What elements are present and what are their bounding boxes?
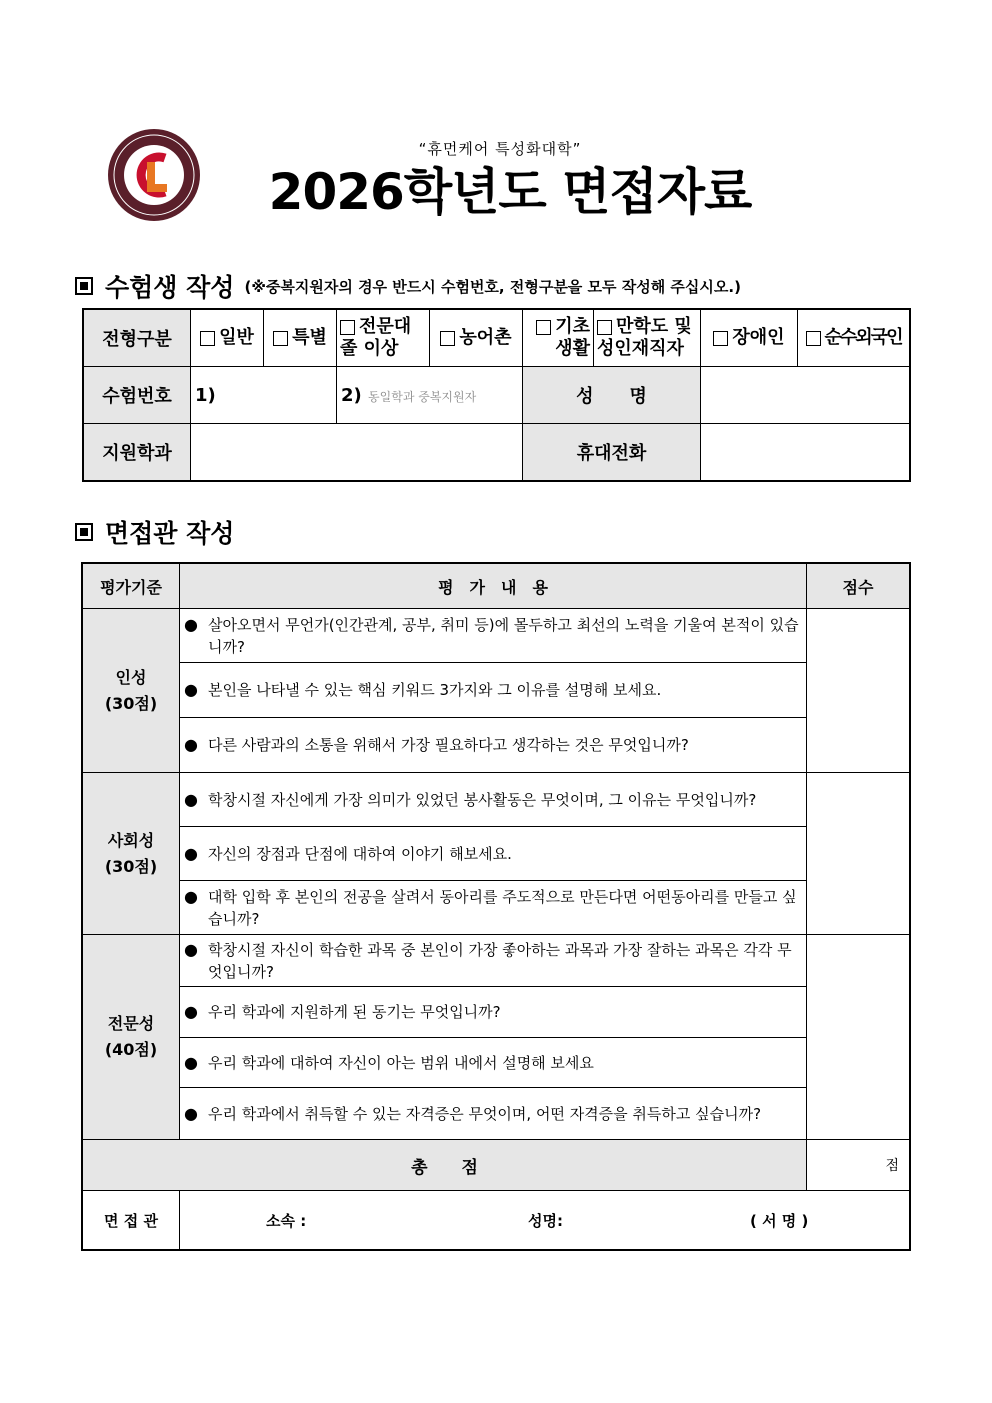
section-title: 수험생 작성 — [105, 273, 235, 302]
evaluation-table — [81, 562, 911, 1251]
question-item: ● 살아오면서 무언가(인간관계, 공부, 취미 등)에 몰두하고 최선의 노력을 기울여 본적이 있습니까? — [180, 609, 807, 663]
checkbox-icon[interactable] — [597, 320, 612, 335]
bullet-icon: ● — [184, 1002, 198, 1021]
bullet-icon: ● — [184, 1103, 198, 1123]
question-item: ● 우리 학과에 대하여 자신이 아는 범위 내에서 설명해 보세요 — [180, 1038, 807, 1088]
bullet-icon: ● — [184, 614, 198, 634]
total-score-field[interactable]: 점 — [807, 1140, 911, 1191]
bullet-icon: ● — [184, 789, 198, 809]
bullet-icon: ● — [184, 939, 198, 959]
checkbox-icon[interactable] — [440, 331, 455, 346]
col-content: 평 가 내 용 — [180, 563, 807, 609]
option-special[interactable]: 특별 — [264, 309, 337, 367]
section-note: (※중복지원자의 경우 반드시 수험번호, 전형구분을 모두 작성해 주십시오.) — [244, 277, 741, 296]
question-item: ● 자신의 장점과 단점에 대하여 이야기 해보세요. — [180, 827, 807, 881]
document-title: 2026학년도 면접자료 — [268, 163, 752, 221]
bullet-icon: ● — [184, 886, 198, 906]
interviewer-signature-area[interactable] — [180, 1191, 911, 1251]
phone-label: 휴대전화 — [523, 424, 701, 482]
exam-no-field-1[interactable]: 1) — [191, 367, 337, 424]
checkbox-icon[interactable] — [273, 331, 288, 346]
option-adult-learner[interactable]: 만학도 및 성인재직자 — [594, 309, 701, 367]
question-item: ● 다른 사람과의 소통을 위해서 가장 필요하다고 생각하는 것은 무엇입니까? — [180, 718, 807, 773]
exam-no-field-2[interactable]: 2) 동일학과 중복지원자 — [337, 367, 523, 424]
category-sociability: 사회성 (30점) — [82, 773, 180, 935]
signature-label: ( 서 명 ) — [750, 1211, 809, 1230]
question-item: ● 우리 학과에 지원하게 된 동기는 무엇입니까? — [180, 987, 807, 1038]
score-field-personality[interactable] — [807, 609, 911, 773]
question-item: ● 대학 입학 후 본인의 전공을 살려서 동아리를 주도적으로 만든다면 어떤동아리를 만들고 싶습니까? — [180, 881, 807, 935]
checkbox-icon[interactable] — [536, 320, 551, 335]
interviewer-name-label: 성명: — [528, 1211, 563, 1230]
exam-no-hint: 동일학과 중복지원자 — [368, 389, 477, 404]
category-personality: 인성 (30점) — [82, 609, 180, 773]
bullet-icon: ● — [184, 735, 198, 754]
option-general[interactable]: 일반 — [191, 309, 264, 367]
option-basic-living[interactable]: 기초생활 — [523, 309, 594, 367]
col-score: 점수 — [807, 563, 911, 609]
bullet-icon: ● — [184, 1052, 198, 1072]
university-logo — [107, 128, 201, 222]
dept-label: 지원학과 — [83, 424, 191, 482]
name-label: 성 명 — [523, 367, 701, 424]
phone-field[interactable] — [701, 424, 911, 482]
section-title: 면접관 작성 — [105, 519, 235, 548]
question-item: ● 학창시절 자신에게 가장 의미가 있었던 봉사활동은 무엇이며, 그 이유는 무엇입니까? — [180, 773, 807, 827]
col-criteria: 평가기준 — [82, 563, 180, 609]
option-rural[interactable]: 농어촌 — [430, 309, 523, 367]
question-item: ● 우리 학과에서 취득할 수 있는 자격증은 무엇이며, 어떤 자격증을 취득하고 싶습니까? — [180, 1088, 807, 1140]
checkbox-icon[interactable] — [806, 331, 821, 346]
total-label: 총 점 — [82, 1140, 807, 1191]
dept-field[interactable] — [191, 424, 523, 482]
name-field[interactable] — [701, 367, 911, 424]
affiliation-label: 소속 : — [266, 1211, 307, 1230]
checkbox-icon[interactable] — [340, 320, 355, 335]
option-foreigner[interactable]: 순수외국인 — [798, 309, 911, 367]
category-expertise: 전문성 (40점) — [82, 935, 180, 1140]
option-college-grad[interactable]: 전문대졸 이상 — [337, 309, 430, 367]
bullet-icon: ● — [184, 843, 198, 863]
square-bullet-icon — [75, 277, 93, 295]
section-applicant-heading — [75, 268, 741, 304]
checkbox-icon[interactable] — [713, 331, 728, 346]
exam-no-label: 수험번호 — [83, 367, 191, 424]
bullet-icon: ● — [184, 680, 198, 699]
section-interviewer-heading — [75, 514, 234, 550]
question-item: ● 본인을 나타낼 수 있는 핵심 키워드 3가지와 그 이유를 설명해 보세요. — [180, 663, 807, 718]
score-field-sociability[interactable] — [807, 773, 911, 935]
square-bullet-icon — [75, 523, 93, 541]
checkbox-icon[interactable] — [200, 331, 215, 346]
applicant-table — [82, 308, 911, 482]
option-disabled[interactable]: 장애인 — [701, 309, 798, 367]
question-item: ● 학창시절 자신이 학습한 과목 중 본인이 가장 좋아하는 과목과 가장 잘하는 과목은 각각 무엇입니까? — [180, 935, 807, 987]
score-field-expertise[interactable] — [807, 935, 911, 1140]
slogan: “휴먼케어 특성화대학” — [418, 140, 582, 158]
interviewer-label: 면 접 관 — [82, 1191, 180, 1251]
type-label: 전형구분 — [83, 309, 191, 367]
